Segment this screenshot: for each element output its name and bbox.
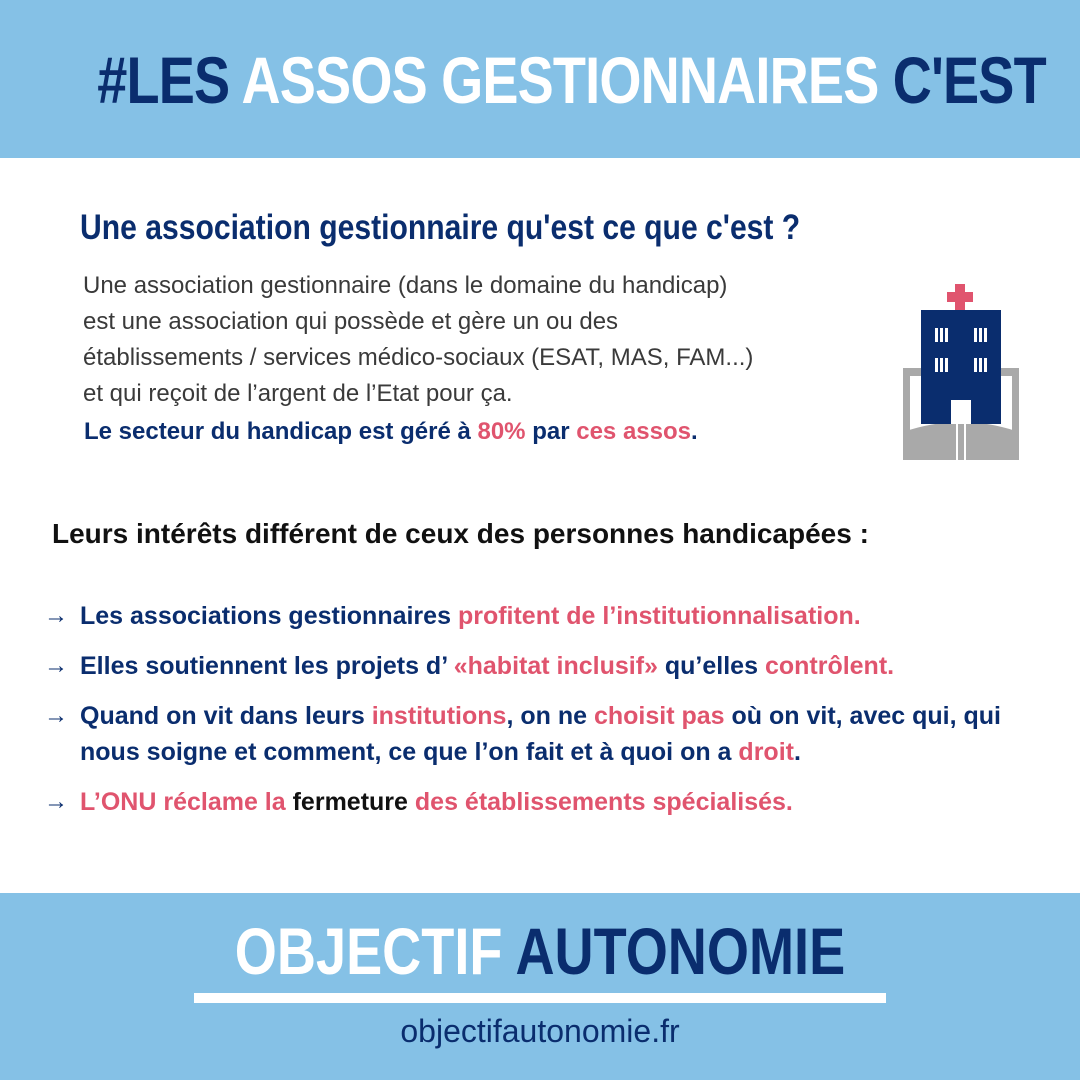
footer-title — [97, 905, 983, 997]
hospital-building-icon — [902, 282, 1020, 462]
sector-text-a: Le secteur du handicap est géré à — [84, 418, 471, 445]
bullet-list — [44, 598, 1054, 834]
bullet-text: qu’elles — [664, 652, 758, 680]
footer-underline — [194, 993, 886, 1003]
list-item — [44, 598, 1054, 634]
bullet-highlight: «habitat inclusif» — [453, 652, 658, 680]
list-item — [44, 698, 1054, 770]
definition-line: et qui reçoit de l’argent de l’Etat pour ça. — [83, 380, 513, 407]
section-question-heading: Une association gestionnaire qu'est ce que c'est ? — [80, 208, 801, 247]
sector-text-e: . — [691, 418, 698, 445]
bullet-highlight: profitent de l’institutionnalisation. — [457, 602, 861, 630]
bullet-text: Les associations gestionnaires — [80, 602, 451, 630]
right-arrow-icon: → — [44, 602, 68, 629]
bullet-text: fermeture — [292, 788, 408, 816]
list-item — [44, 648, 1054, 684]
bullet-text: où on vit, avec qui, qui nous soigne et comment, ce que l’on fait et à quoi on a — [80, 702, 1001, 766]
bullet-highlight: des établissements spécialisés. — [414, 788, 793, 816]
cross-horizontal — [947, 292, 973, 302]
bullet-highlight: choisit pas — [593, 702, 725, 730]
bullet-highlight: institutions — [371, 702, 507, 730]
title-part-3: C'EST — [892, 43, 1046, 117]
footer-title-part-2: AUTONOMIE — [515, 914, 846, 988]
sector-text-d: ces assos — [576, 418, 691, 445]
title-part-2: ASSOS GESTIONNAIRES — [241, 43, 879, 117]
page-title — [97, 30, 1046, 130]
sector-statement — [84, 418, 698, 446]
footer-title-part-1: OBJECTIF — [234, 914, 503, 988]
bullet-text: Elles soutiennent les projets d’ — [80, 652, 447, 680]
definition-line: établissements / services médico-sociaux (ESAT, MAS, FAM...) — [83, 344, 754, 371]
definition-line: est une association qui possède et gère un ou des — [83, 308, 619, 335]
bullet-text: . — [793, 738, 801, 766]
bullet-highlight: droit — [738, 738, 794, 766]
definition-line: Une association gestionnaire (dans le domaine du handicap) — [83, 272, 728, 299]
bullet-highlight: L’ONU réclame la — [80, 788, 286, 816]
interests-heading: Leurs intérêts différent de ceux des personnes handicapées : — [52, 518, 869, 549]
sector-percentage: 80% — [477, 418, 526, 445]
right-arrow-icon: → — [44, 788, 68, 815]
website-link[interactable]: objectifautonomie.fr — [400, 1013, 680, 1049]
building-ground — [903, 422, 1019, 460]
definition-text — [83, 268, 823, 412]
title-part-1: #LES — [97, 43, 230, 117]
right-arrow-icon: → — [44, 702, 68, 729]
right-arrow-icon: → — [44, 652, 68, 679]
bullet-highlight: contrôlent. — [764, 652, 895, 680]
sector-text-c: par — [532, 418, 570, 445]
bullet-text: Quand on vit dans leurs — [80, 702, 365, 730]
list-item — [44, 784, 1054, 820]
building-door — [951, 400, 971, 424]
bullet-text: , on ne — [506, 702, 587, 730]
